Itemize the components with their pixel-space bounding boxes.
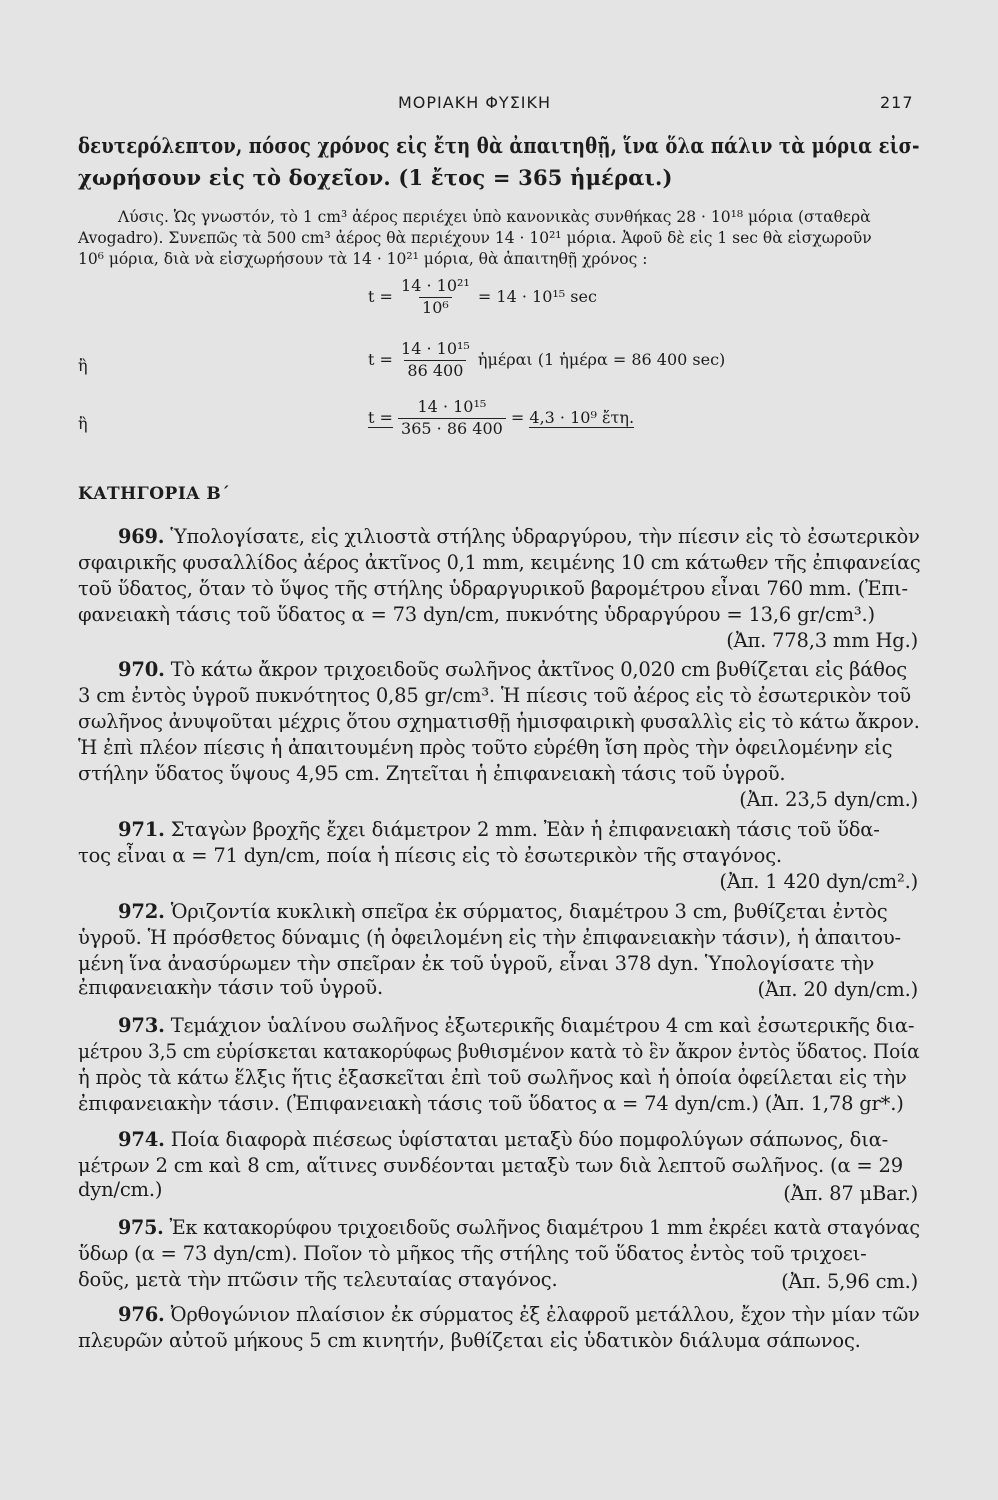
problem-text: Ὀρθογώνιον πλαίσιον ἐκ σύρματος ἐξ ἐλαφροῦ μετάλλου, ἔχον τὴν μίαν τῶν xyxy=(170,1303,920,1326)
problem-970-line-5: στήλην ὕδατος ὕψους 4,95 cm. Ζητεῖται ἡ ἐπιφανειακὴ τάσις τοῦ ὑγροῦ. xyxy=(78,762,786,785)
problem-974-line-3: dyn/cm.) xyxy=(78,1178,163,1201)
problem-text: Ὁριζοντία κυκλικὴ σπεῖρα ἐκ σύρματος, διαμέτρου 3 cm, βυθίζεται ἐντὸς xyxy=(170,900,888,923)
problem-975-line-2: ὕδωρ (α = 73 dyn/cm). Ποῖον τὸ μῆκος τῆς στήλης τοῦ ὕδατος ἐντὸς τοῦ τριχοει- xyxy=(78,1242,867,1265)
problem-969-line-3: τοῦ ὕδατος, ὅταν τὸ ὕψος τῆς στήλης ὑδραργυρικοῦ βαρομέτρου εἶναι 760 mm. (Ἐπι- xyxy=(78,577,908,600)
eq3-prefix: ἢ xyxy=(78,414,88,433)
eq2-denominator: 86 400 xyxy=(404,360,466,380)
problem-number: 973. xyxy=(118,1014,165,1037)
eq3-equals: = xyxy=(510,407,525,427)
intro-line-2: χωρήσουν εἰς τὸ δοχεῖον. (1 ἔτος = 365 ἡμέραι.) xyxy=(78,165,673,190)
solution-line-1: Λύσις. Ὡς γνωστόν, τὸ 1 cm³ ἀέρος περιέχει ὑπὸ κανονικὰς συνθήκας 28 · 10¹⁸ μόρια (σταθερὰ xyxy=(118,208,871,226)
problem-number: 975. xyxy=(118,1216,164,1239)
problem-number: 971. xyxy=(118,818,165,841)
problem-970-line-1 xyxy=(118,658,907,681)
problem-970-line-3: σωλῆνος ἀνυψοῦται μέχρις ὅτου σχηματισθῇ ἡμισφαιρικὴ φυσαλλὶς εἰς τὸ κάτω ἄκρον. xyxy=(78,710,920,733)
problem-972-line-1 xyxy=(118,900,887,923)
problem-969-line-1 xyxy=(118,525,920,548)
eq3-lhs: t = xyxy=(368,407,393,427)
problem-text: Τὸ κάτω ἄκρον τριχοειδοῦς σωλῆνος ἀκτῖνος 0,020 cm βυθίζεται εἰς βάθος xyxy=(170,658,907,681)
problem-971-answer: (Ἀπ. 1 420 dyn/cm².) xyxy=(719,870,918,893)
eq2-numerator: 14 · 10¹⁵ xyxy=(401,339,470,358)
eq3-numerator: 14 · 10¹⁵ xyxy=(417,397,487,416)
eq1-rhs: = 14 · 10¹⁵ sec xyxy=(477,286,597,306)
problem-976-line-2: πλευρῶν αὐτοῦ μήκους 5 cm κινητήν, βυθίζεται εἰς ὑδατικὸν διάλυμα σάπωνος. xyxy=(78,1329,861,1352)
eq2-fraction xyxy=(398,341,473,380)
eq3-result: 4,3 · 10⁹ ἔτη. xyxy=(529,407,635,427)
problem-number: 969. xyxy=(118,525,165,548)
problem-973-line-1 xyxy=(118,1014,914,1037)
problem-973-line-3: ἡ πρὸς τὰ κάτω ἕλξις ἥτις ἐξασκεῖται ἐπὶ τοῦ σωλῆνος καὶ ἡ ὁποία ὀφείλεται εἰς τὴν xyxy=(78,1066,907,1089)
problem-975-line-1 xyxy=(118,1216,920,1239)
eq3-denominator: 365 · 86 400 xyxy=(398,418,506,438)
eq2-lhs: t = xyxy=(368,349,393,369)
problem-971-line-2: τος εἶναι α = 71 dyn/cm, ποία ἡ πίεσις εἰς τὸ ἐσωτερικὸν τῆς σταγόνος. xyxy=(78,844,782,867)
problem-972-line-3: μένη ἵνα ἀνασύρωμεν τὴν σπεῖραν ἐκ τοῦ ὑγροῦ, εἶναι 378 dyn. Ὑπολογίσατε τὴν xyxy=(78,952,875,975)
problem-970-line-2: 3 cm ἐντὸς ὑγροῦ πυκνότητος 0,85 gr/cm³. Ἡ πίεσις τοῦ ἀέρος εἰς τὸ ἐσωτερικὸν τοῦ xyxy=(78,684,911,707)
running-header-title: ΜΟΡΙΑΚΗ ΦΥΣΙΚΗ xyxy=(398,93,552,112)
equation-3 xyxy=(368,399,634,438)
problem-number: 976. xyxy=(118,1303,165,1326)
section-title: ΚΑΤΗΓΟΡΙΑ Β΄ xyxy=(78,484,231,504)
problem-969-answer: (Ἀπ. 778,3 mm Hg.) xyxy=(726,629,918,652)
problem-969-line-4: φανειακὴ τάσις τοῦ ὕδατος α = 73 dyn/cm, πυκνότης ὑδραργύρου = 13,6 gr/cm³.) xyxy=(78,603,875,626)
problem-969-line-2: σφαιρικῆς φυσαλλίδος ἀέρος ἀκτῖνος 0,1 mm, κειμένης 10 cm κάτωθεν τῆς ἐπιφανείας xyxy=(78,551,921,574)
eq1-fraction xyxy=(398,278,473,317)
problem-975-line-3: δοῦς, μετὰ τὴν πτῶσιν τῆς τελευταίας σταγόνος. xyxy=(78,1268,558,1291)
problem-970-line-4: Ἡ ἐπὶ πλέον πίεσις ἡ ἀπαιτουμένη πρὸς τοῦτο εὑρέθη ἴση πρὸς τὴν ὀφειλομένην εἰς xyxy=(78,736,893,759)
intro-line-1: δευτερόλεπτον, πόσος χρόνος εἰς ἔτη θὰ ἀπαιτηθῇ, ἵνα ὅλα πάλιν τὰ μόρια εἰσ- xyxy=(78,133,920,158)
problem-974-line-1 xyxy=(118,1128,888,1151)
page-number: 217 xyxy=(880,93,914,112)
problem-971-line-1 xyxy=(118,818,880,841)
solution-line-3: 10⁶ μόρια, διὰ νὰ εἰσχωρήσουν τὰ 14 · 10²¹ μόρια, θὰ ἀπαιτηθῇ χρόνος : xyxy=(78,250,648,268)
problem-973-line-4: ἐπιφανειακὴν τάσιν. (Ἐπιφανειακὴ τάσις τοῦ ὕδατος α = 74 dyn/cm.) (Ἀπ. 1,78 gr*.) xyxy=(78,1092,904,1115)
problem-972-line-4: ἐπιφανειακὴν τάσιν τοῦ ὑγροῦ. xyxy=(78,976,383,999)
equation-1 xyxy=(368,278,597,317)
equation-2 xyxy=(368,341,725,380)
solution-line-2: Avogadro). Συνεπῶς τὰ 500 cm³ ἀέρος θὰ περιέχουν 14 · 10²¹ μόρια. Ἀφοῦ δὲ εἰς 1 sec θὰ εἰσχωροῦν xyxy=(78,229,872,247)
problem-976-line-1 xyxy=(118,1303,920,1326)
eq2-rhs: ἡμέραι (1 ἡμέρα = 86 400 sec) xyxy=(477,349,726,369)
problem-text: Σταγὼν βροχῆς ἔχει διάμετρον 2 mm. Ἐὰν ἡ ἐπιφανειακὴ τάσις τοῦ ὕδα- xyxy=(170,818,880,841)
problem-972-answer: (Ἀπ. 20 dyn/cm.) xyxy=(757,978,918,1001)
problem-number: 974. xyxy=(118,1128,165,1151)
eq1-numerator: 14 · 10²¹ xyxy=(401,276,470,295)
problem-972-line-2: ὑγροῦ. Ἡ πρόσθετος δύναμις (ἡ ὀφειλομένη εἰς τὴν ἐπιφανειακὴν τάσιν), ἡ ἀπαιτου- xyxy=(78,926,901,949)
problem-text: Ἐκ κατακορύφου τριχοειδοῦς σωλῆνος διαμέτρου 1 mm ἐκρέει κατὰ σταγόνας xyxy=(169,1216,920,1239)
eq1-denominator: 10⁶ xyxy=(419,297,452,317)
problem-text: Τεμάχιον ὑαλίνου σωλῆνος ἐξωτερικῆς διαμέτρου 4 cm καὶ ἐσωτερικῆς δια- xyxy=(170,1014,915,1037)
problem-975-answer: (Ἀπ. 5,96 cm.) xyxy=(781,1270,918,1293)
problem-970-answer: (Ἀπ. 23,5 dyn/cm.) xyxy=(739,788,918,811)
eq1-lhs: t = xyxy=(368,286,393,306)
problem-974-answer: (Ἀπ. 87 μBar.) xyxy=(783,1182,918,1205)
problem-973-line-2: μέτρου 3,5 cm εὑρίσκεται κατακορύφως βυθισμένον κατὰ τὸ ἓν ἄκρον ἐντὸς ὕδατος. Ποία xyxy=(78,1040,920,1063)
problem-number: 972. xyxy=(118,900,165,923)
problem-number: 970. xyxy=(118,658,165,681)
eq3-fraction xyxy=(398,399,506,438)
eq2-prefix: ἢ xyxy=(78,356,88,375)
problem-text: Ποία διαφορὰ πιέσεως ὑφίσταται μεταξὺ δύο πομφολύγων σάπωνος, δια- xyxy=(170,1128,889,1151)
problem-text: Ὑπολογίσατε, εἰς χιλιοστὰ στήλης ὑδραργύρου, τὴν πίεσιν εἰς τὸ ἐσωτερικὸν xyxy=(170,525,920,548)
problem-974-line-2: μέτρων 2 cm καὶ 8 cm, αἵτινες συνδέονται μεταξὺ των διὰ λεπτοῦ σωλῆνος. (α = 29 xyxy=(78,1154,903,1177)
